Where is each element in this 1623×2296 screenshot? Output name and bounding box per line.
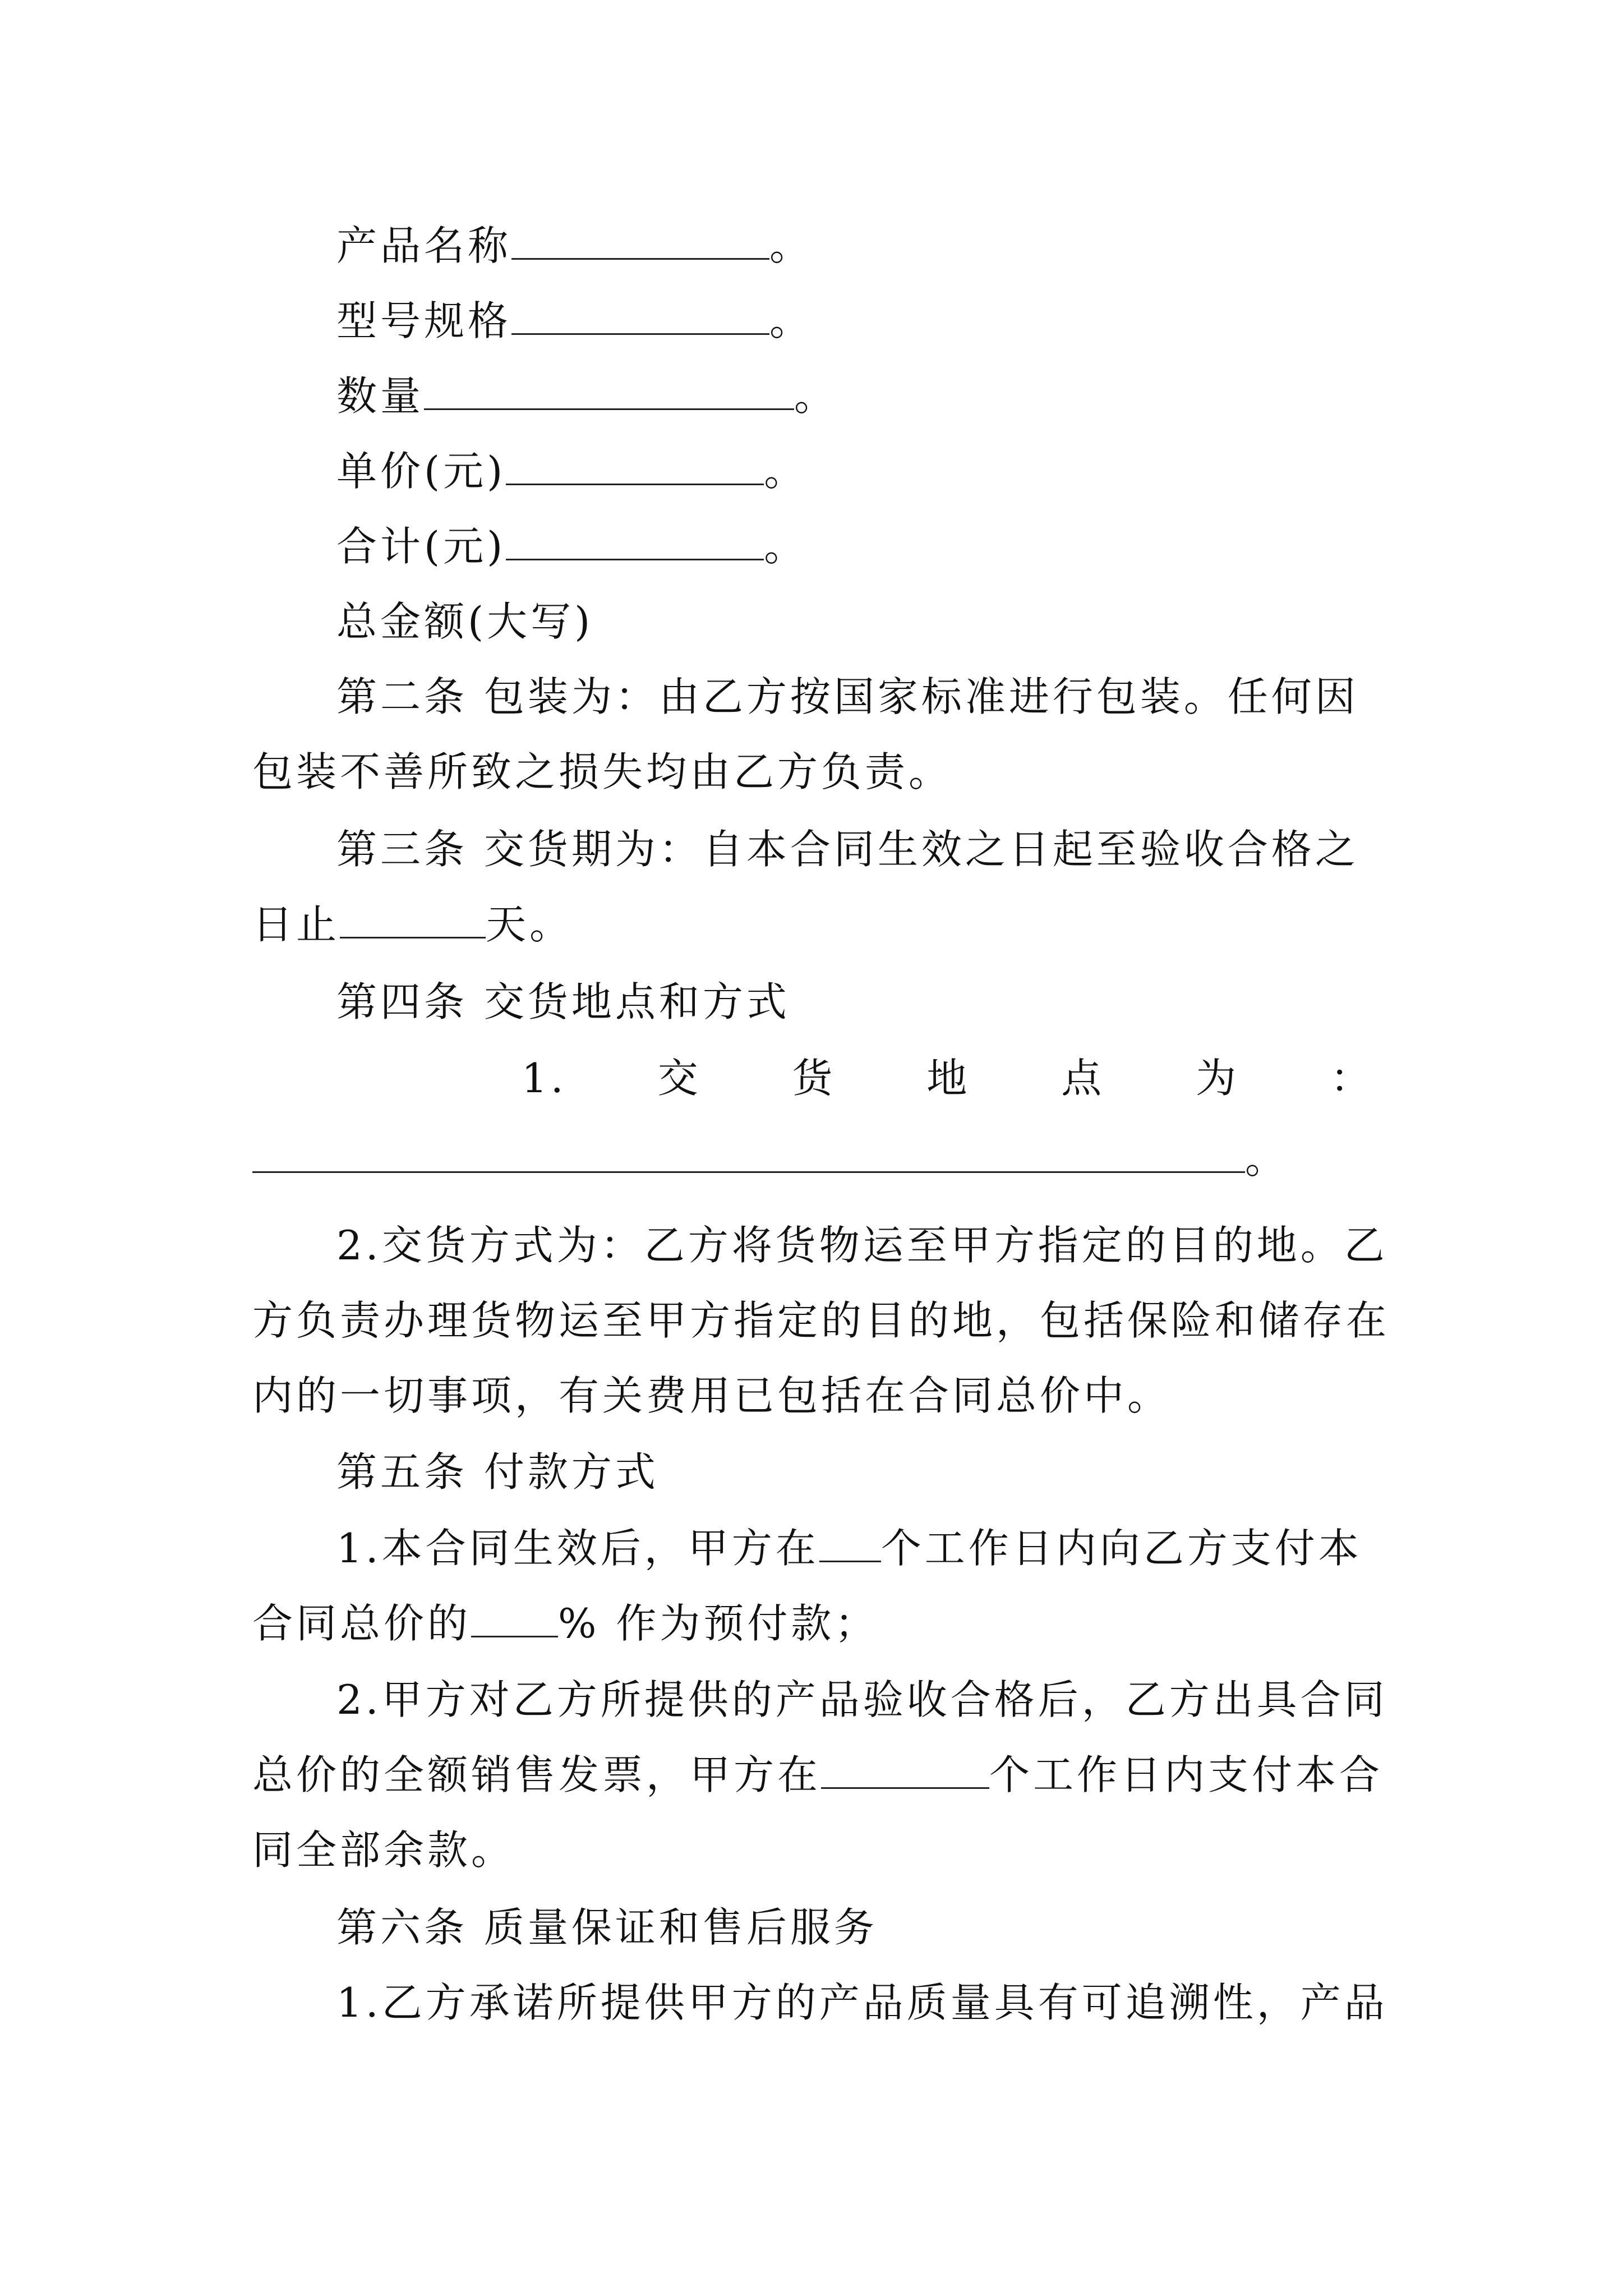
article-2-line-1: 第二条 包装为：由乙方按国家标准进行包装。任何因 <box>336 673 1359 720</box>
article-5-item-1-line-1: 1.本合同生效后，甲方在 个工作日内向乙方支付本 <box>336 1520 1481 1576</box>
blank-line <box>819 1521 881 1562</box>
field-product-name: 产品名称 。 <box>336 218 1481 274</box>
article-4-item-2-line-3: 内的一切事项，有关费用已包括在合同总价中。 <box>252 1372 1172 1419</box>
article-4-item-1-blank: 。 <box>252 1131 1396 1187</box>
article-5-item-2-line-3: 同全部余款。 <box>252 1826 515 1874</box>
field-unit-price: 单价(元) 。 <box>336 443 1481 499</box>
blank-line <box>506 444 764 485</box>
article-4-item-2-line-2: 方负责办理货物运至甲方指定的目的地，包括保险和储存在 <box>252 1297 1390 1344</box>
blank-line <box>252 1132 1245 1173</box>
blank-line <box>821 1748 989 1789</box>
field-model-spec: 型号规格 。 <box>336 293 1481 349</box>
field-label: 合计(元) <box>336 523 506 570</box>
article-2-line-2: 包装不善所致之损失均由乙方负责。 <box>252 748 953 795</box>
blank-line <box>506 519 764 560</box>
field-label: 型号规格 <box>336 297 512 344</box>
field-subtotal: 合计(元) 。 <box>336 518 1481 574</box>
article-4-item-2-line-1: 2.交货方式为：乙方将货物运至甲方指定的目的地。乙 <box>336 1222 1388 1269</box>
field-quantity: 数量 。 <box>336 368 1481 424</box>
blank-line <box>424 369 794 410</box>
blank-line <box>511 294 769 335</box>
blank-line <box>511 219 769 260</box>
article-6-item-1-line-1: 1.乙方承诺所提供甲方的产品质量具有可追溯性，产品 <box>336 1979 1388 2026</box>
article-6-title: 第六条 质量保证和售后服务 <box>336 1904 878 1951</box>
article-5-item-1-line-2: 合同总价的 % 作为预付款； <box>252 1595 1396 1651</box>
article-4-title: 第四条 交货地点和方式 <box>336 978 790 1025</box>
blank-line <box>471 1596 558 1637</box>
article-5-item-2-line-2: 总价的全额销售发票，甲方在 个工作日内支付本合 <box>252 1747 1396 1803</box>
field-label: 产品名称 <box>336 222 512 269</box>
article-4-item-1: 1. 交 货 地 点 为 ： <box>522 1055 1374 1102</box>
article-3-line-2: 日止 天。 <box>252 896 1396 953</box>
article-5-title: 第五条 付款方式 <box>336 1448 659 1496</box>
blank-line <box>340 898 486 938</box>
total-amount-label: 总金额(大写) <box>336 598 594 645</box>
field-label: 数量 <box>336 372 425 420</box>
field-label: 单价(元) <box>336 448 506 495</box>
article-3-line-1: 第三条 交货期为：自本合同生效之日起至验收合格之 <box>336 826 1359 873</box>
article-5-item-2-line-1: 2.甲方对乙方所提供的产品验收合格后，乙方出具合同 <box>336 1676 1388 1723</box>
